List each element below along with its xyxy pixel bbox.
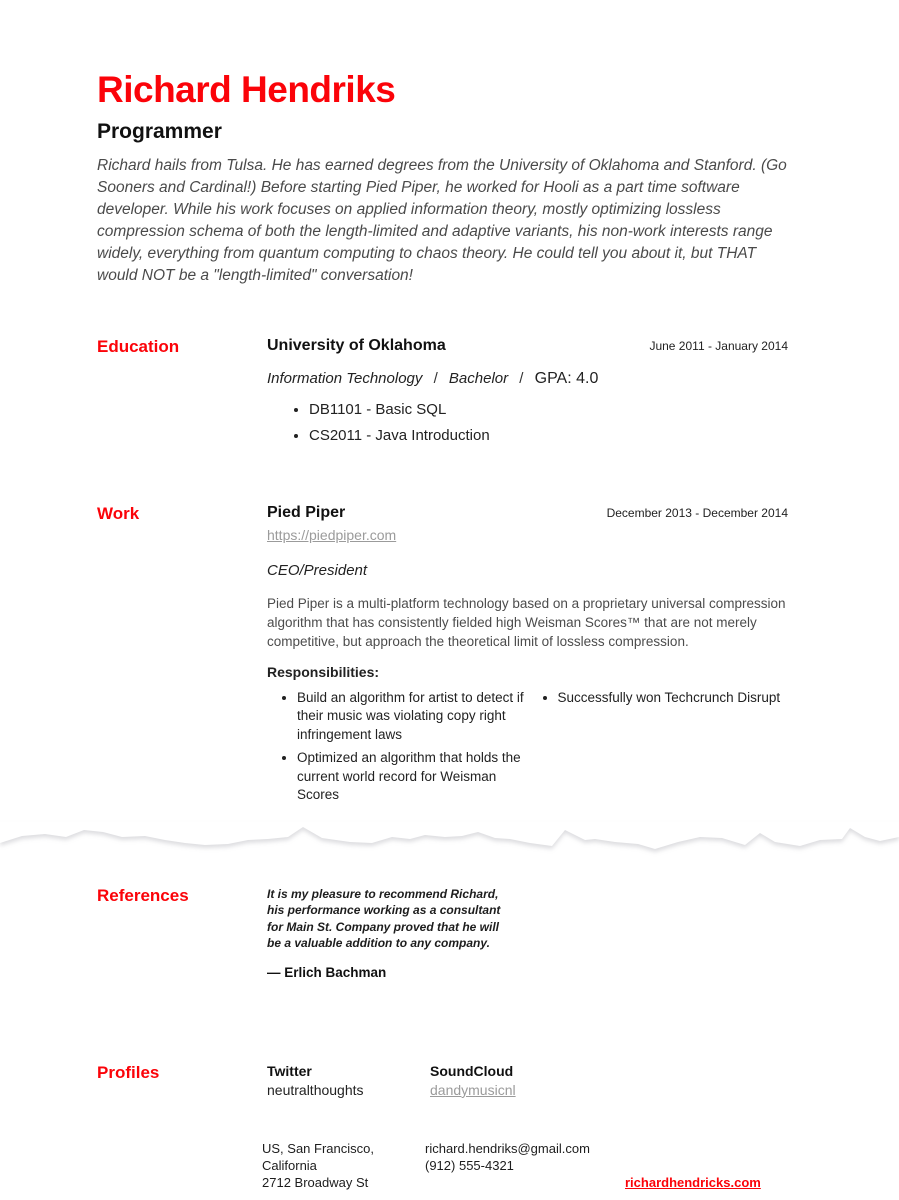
work-highlights <box>267 689 788 810</box>
torn-page-divider <box>0 822 899 860</box>
profile-twitter <box>267 1063 430 1100</box>
course-list <box>267 400 788 446</box>
personal-website-link[interactable]: richardhendricks.com <box>625 1174 761 1190</box>
profile-username-link[interactable]: dandymusicnl <box>430 1081 516 1098</box>
contact-footer <box>165 1140 899 1191</box>
education-section-label: Education <box>97 336 180 356</box>
company-website-link[interactable]: https://piedpiper.com <box>267 526 397 543</box>
address-region: US, San Francisco, California <box>262 1140 374 1173</box>
work-position: CEO/President <box>267 561 368 579</box>
degree-separator: / <box>433 369 438 387</box>
profiles-section-label: Profiles <box>97 1062 160 1082</box>
reference-quote: It is my pleasure to recommend Richard, his performance working as a consultant for Main St. Company proved that he will be a valuable addition to any company. <box>267 886 501 951</box>
education-section <box>0 337 899 453</box>
profile-network-name: Twitter <box>267 1062 312 1079</box>
highlights-column-2 <box>528 689 789 810</box>
highlight-item: • Successfully won Techcrunch Disrupt <box>558 689 789 708</box>
reference-attribution: — Erlich Bachman <box>267 964 387 980</box>
torn-edge-graphic <box>0 822 899 860</box>
address-street: 2712 Broadway St <box>262 1174 369 1190</box>
course-item: • DB1101 - Basic SQL <box>309 400 788 420</box>
references-section-label: References <box>97 885 189 905</box>
highlights-column-1 <box>267 689 528 810</box>
candidate-job-title: Programmer <box>97 119 222 143</box>
references-section <box>0 886 899 980</box>
education-degree-line <box>267 370 788 388</box>
work-summary: Pied Piper is a multi-platform technology based on a proprietary universal compression algorithm that has consistently fielded high Weisman Scores™ that are not merely competitive, but approach the theoretical limit of lossless compression. <box>267 595 786 649</box>
education-institution: University of Oklahoma <box>267 336 446 354</box>
contact-address <box>262 1140 425 1191</box>
profile-soundcloud <box>430 1063 593 1100</box>
contact-details <box>425 1140 625 1191</box>
work-section-label: Work <box>97 503 140 523</box>
education-degree: Bachelor <box>448 369 509 387</box>
profile-network-name: SoundCloud <box>430 1062 514 1079</box>
education-area: Information Technology <box>267 369 423 387</box>
course-item: • CS2011 - Java Introduction <box>309 426 788 446</box>
contact-email: richard.hendriks@gmail.com <box>425 1140 590 1156</box>
profiles-section <box>0 1063 899 1100</box>
work-section <box>0 504 899 810</box>
work-company: Pied Piper <box>267 503 346 521</box>
highlight-item: • Build an algorithm for artist to detect if their music was violating copy right infringement laws <box>297 689 528 745</box>
resume-header <box>0 0 899 287</box>
candidate-name: Richard Hendriks <box>97 69 396 110</box>
education-dates: June 2011 - January 2014 <box>649 338 788 353</box>
responsibilities-label: Responsibilities: <box>267 663 380 680</box>
candidate-summary: Richard hails from Tulsa. He has earned degrees from the University of Oklahoma and Stanford. (Go Sooners and Cardinal!) Before starting Pied Piper, he worked for Hooli as a part time software developer. While his work focuses on applied information theory, mostly optimizing lossless compression schema of both the length-limited and adaptive variants, his non-work interests range widely, everything from quantum computing to chaos theory. He could tell you about it, but THAT would NOT be a "length-limited" conversation! <box>97 156 787 284</box>
contact-phone: (912) 555-4321 <box>425 1157 514 1173</box>
education-gpa: GPA: 4.0 <box>534 369 599 387</box>
profile-username: neutralthoughts <box>267 1081 364 1098</box>
work-dates: December 2013 - December 2014 <box>606 505 788 520</box>
highlight-item: • Optimized an algorithm that holds the current world record for Weisman Scores <box>297 749 528 805</box>
degree-separator: / <box>519 369 524 387</box>
